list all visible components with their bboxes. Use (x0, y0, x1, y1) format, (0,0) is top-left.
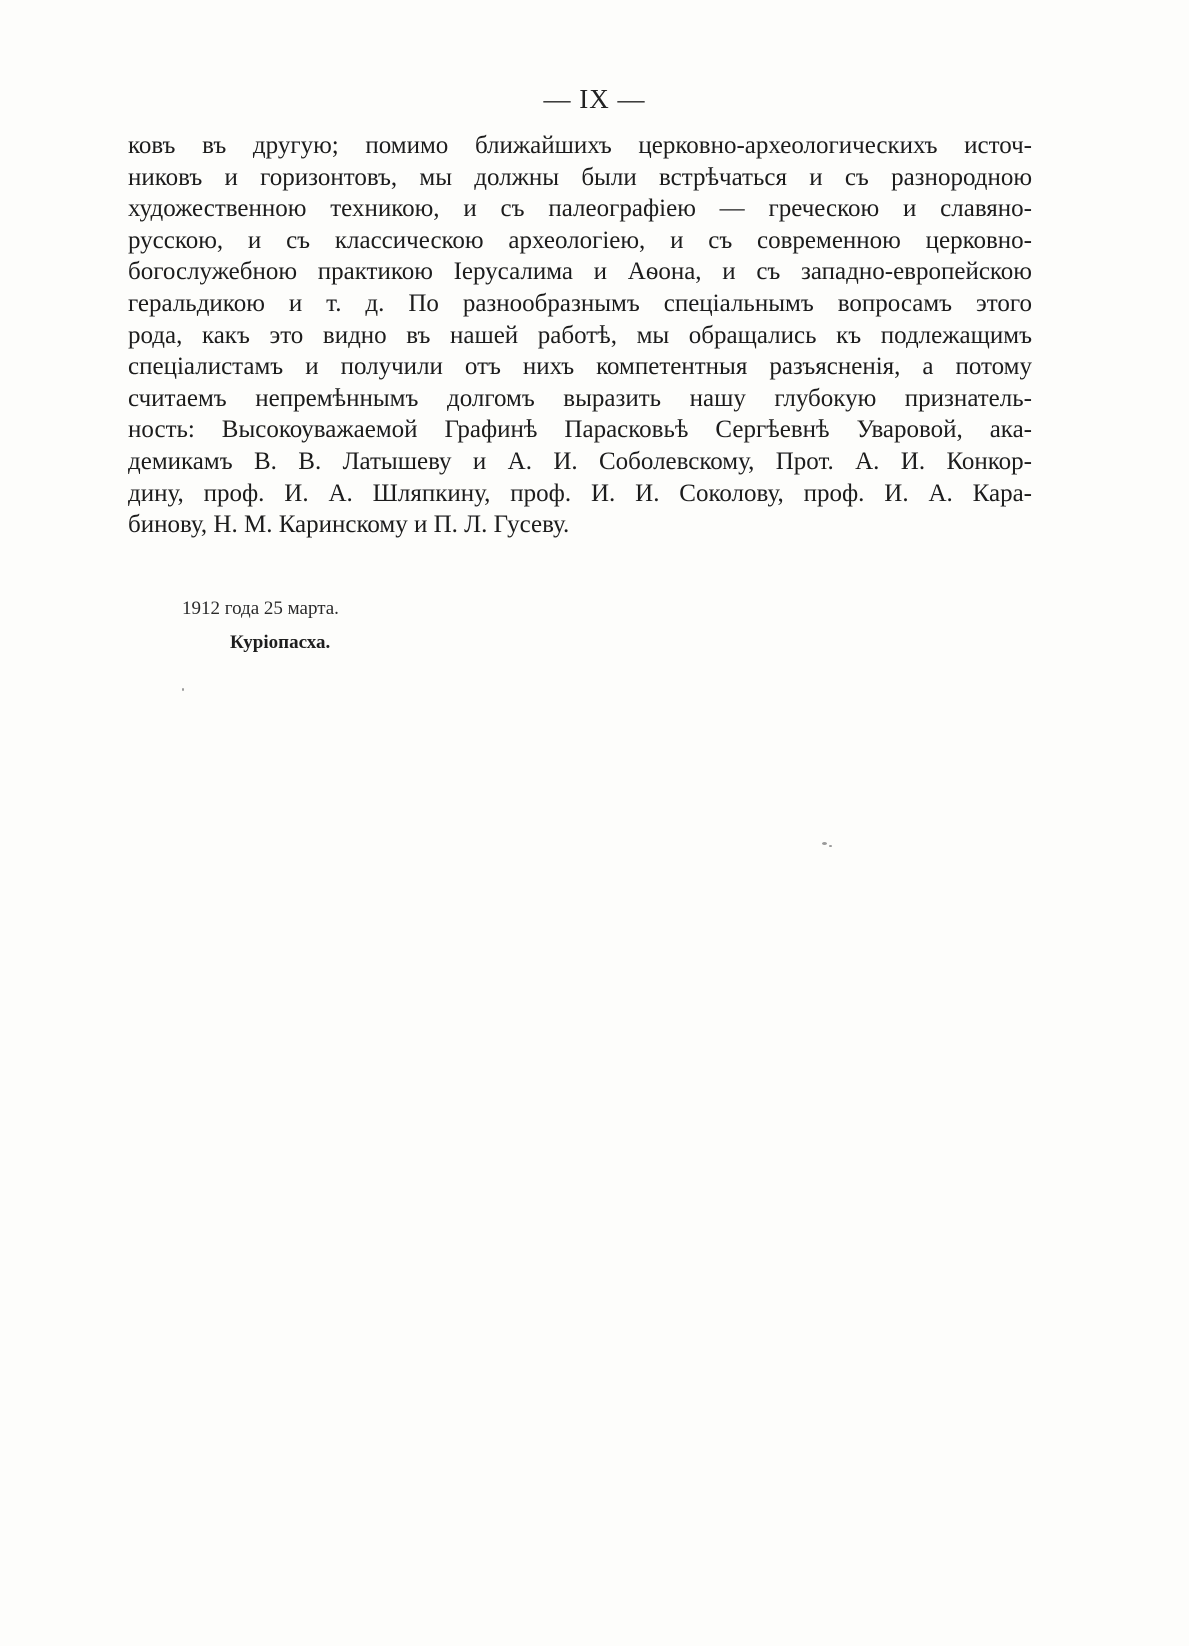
paragraph-line: никовъ и горизонтовъ, мы должны были встрѣчаться и съ разнородною (128, 163, 1032, 191)
body-paragraph (128, 130, 1032, 541)
paragraph-line: бинову, Н. М. Каринскому и П. Л. Гусеву. (128, 511, 570, 539)
paragraph-line: ность: Высокоуважаемой Графинѣ Парасковьѣ Сергѣевнѣ Уваровой, ака- (128, 416, 1032, 444)
paragraph-line: демикамъ В. В. Латышеву и А. И. Соболевскому, Прот. А. И. Конкор- (128, 447, 1032, 475)
paragraph-line: дину, проф. И. А. Шляпкину, проф. И. И. Соколову, проф. И. А. Кара- (128, 479, 1032, 507)
paragraph-line: богослужебною практикою Іерусалима и Аѳона, и съ западно-европейскою (128, 258, 1032, 286)
paragraph-line: спеціалистамъ и получили отъ нихъ компетентныя разъясненія, а потому (128, 353, 1032, 381)
paragraph-line: рода, какъ это видно въ нашей работѣ, мы обращались къ подлежащимъ (128, 321, 1032, 349)
signature: Куріопасха. (230, 632, 331, 653)
paragraph-line: геральдикою и т. д. По разнообразнымъ спеціальнымъ вопросамъ этого (128, 289, 1032, 317)
paragraph-line: считаемъ непремѣннымъ долгомъ выразить нашу глубокую признатель- (128, 384, 1032, 412)
paragraph-line: русскою, и съ классическою археологіею, и съ современною церковно- (128, 226, 1032, 254)
scan-speck (829, 845, 832, 847)
page-number: — IX — (543, 84, 646, 114)
scan-speck (822, 842, 827, 845)
paragraph-line: ковъ въ другую; помимо ближайшихъ церковно-археологическихъ источ- (128, 132, 1032, 159)
dateline: 1912 года 25 марта. (182, 598, 339, 619)
scan-speck (182, 688, 184, 691)
paragraph-line: художественною техникою, и съ палеографіею — греческою и славяно- (128, 195, 1032, 223)
